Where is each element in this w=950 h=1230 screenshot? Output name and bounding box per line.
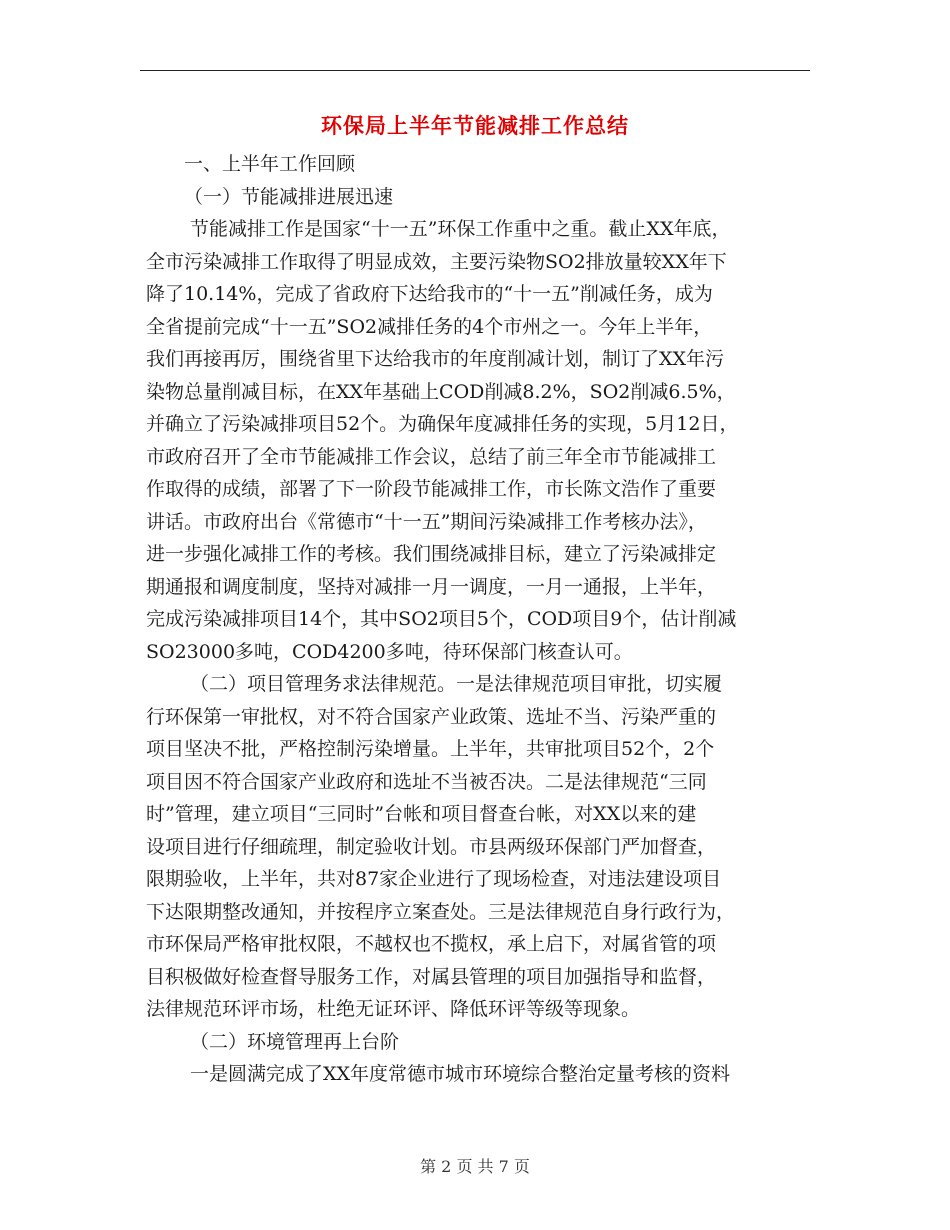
paragraph-line: 项目因不符合国家产业政府和选址不当被否决。二是法律规范“三同: [146, 770, 707, 793]
paragraph-line: 法律规范环评市场，杜绝无证环评、降低环评等级等现象。: [146, 998, 641, 1020]
paragraph-line: 期通报和调度制度，坚持对减排一月一调度，一月一通报，上半年，: [146, 575, 717, 598]
page-number-footer: 第 2 页 共 7 页: [420, 1157, 530, 1176]
paragraph-line: 我们再接再厉，围绕省里下达给我市的年度削减计划，制订了XX年污: [146, 348, 725, 370]
paragraph-line: 染物总量削减目标，在XX年基础上COD削减8.2%，SO2削减6.5%，: [146, 380, 736, 403]
header-rule: [140, 70, 810, 71]
paragraph-line: 一是圆满完成了XX年度常德市城市环境综合整治定量考核的资料: [190, 1063, 731, 1085]
subsection-heading: （二）环境管理再上台阶: [190, 1030, 400, 1053]
paragraph-line: 目积极做好检查督导服务工作，对属县管理的项目加强指导和监督，: [146, 965, 717, 988]
paragraph-line: 节能减排工作是国家“十一五”环保工作重中之重。截止XX年底，: [190, 218, 731, 240]
paragraph-line: 项目坚决不批，严格控制污染增量。上半年，共审批项目52个，2个: [146, 738, 715, 760]
paragraph-line: 限期验收，上半年，共对87家企业进行了现场检查，对违法建设项目: [146, 868, 722, 890]
paragraph-line: 设项目进行仔细疏理，制定验收计划。市县两级环保部门严加督查，: [146, 835, 717, 858]
section-heading: 一、上半年工作回顾: [184, 153, 356, 175]
paragraph-line: 时”管理，建立项目“三同时”台帐和项目督查台帐，对XX以来的建: [146, 803, 697, 825]
document-body: [146, 148, 816, 1091]
paragraph-line: 行环保第一审批权，对不符合国家产业政策、选址不当、污染严重的: [146, 705, 717, 728]
subsection-heading: （一）节能减排进展迅速: [184, 185, 394, 208]
paragraph-line: 下达限期整改通知，并按程序立案查处。三是法律规范自身行政行为，: [146, 900, 736, 923]
paragraph-line: 全市污染减排工作取得了明显成效，主要污染物SO2排放量较XX年下: [146, 250, 727, 273]
paragraph-line: 进一步强化减排工作的考核。我们围绕减排目标，建立了污染减排定: [146, 543, 717, 565]
paragraph-line: 市环保局严格审批权限，不越权也不揽权，承上启下，对属省管的项: [146, 933, 717, 955]
paragraph-line: 完成污染减排项目14个，其中SO2项目5个，COD项目9个，估计削减: [146, 608, 737, 630]
paragraph-line: SO23000多吨，COD4200多吨，待环保部门核查认可。: [146, 640, 633, 663]
paragraph-line: （二）项目管理务求法律规范。一是法律规范项目审批，切实履: [190, 673, 723, 695]
paragraph-line: 作取得的成绩，部署了下一阶段节能减排工作，市长陈文浩作了重要: [146, 478, 717, 500]
paragraph-line: 全省提前完成“十一五”SO2减排任务的4个市州之一。今年上半年，: [146, 315, 713, 338]
paragraph-line: 讲话。市政府出台《常德市“十一五”期间污染减排工作考核办法》，: [146, 510, 707, 533]
document-title: 环保局上半年节能减排工作总结: [321, 113, 629, 138]
paragraph-line: 降了10.14%，完成了省政府下达给我市的“十一五”削减任务，成为: [146, 283, 713, 305]
paragraph-line: 市政府召开了全市节能减排工作会议，总结了前三年全市节能减排工: [146, 445, 717, 468]
paragraph-line: 并确立了污染减排项目52个。为确保年度减排任务的实现，5月12日，: [146, 413, 739, 435]
